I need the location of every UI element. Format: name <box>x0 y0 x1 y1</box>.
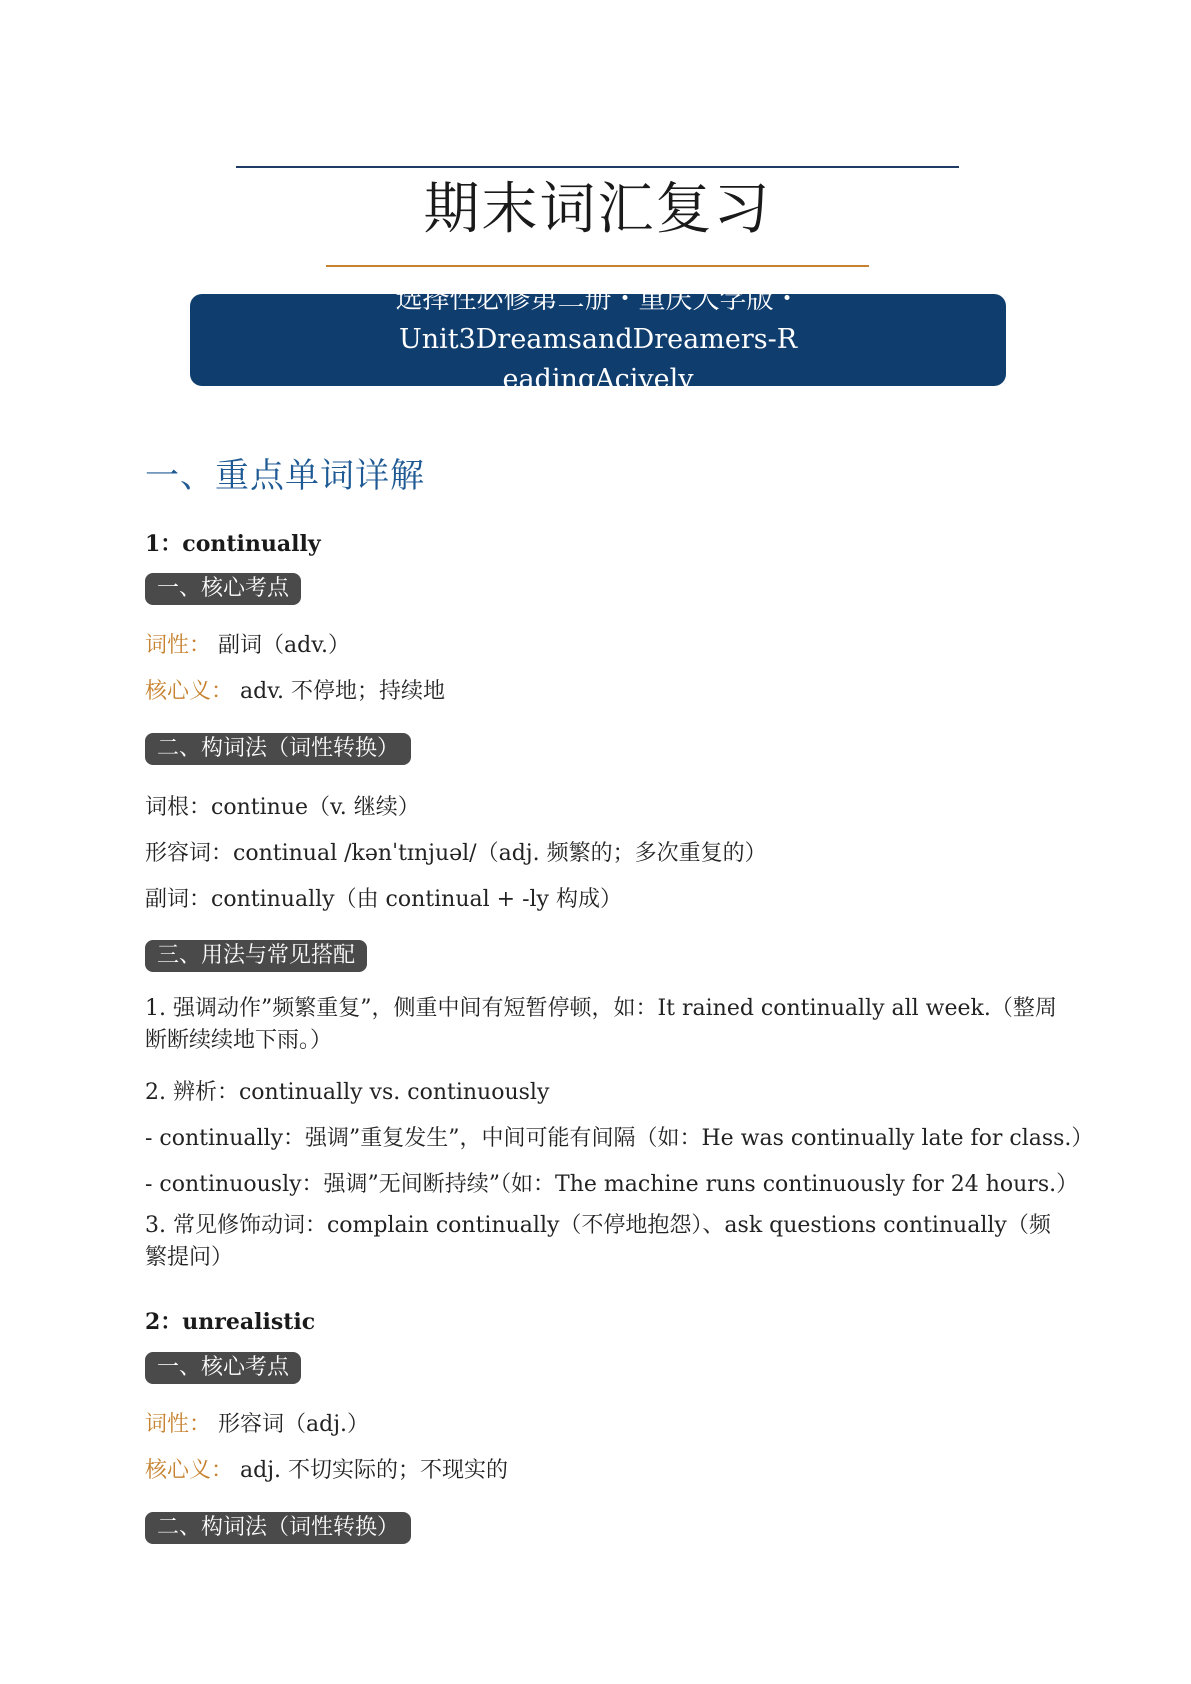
tag-core-points: 一、核心考点 <box>145 573 301 605</box>
banner-line-1: 选择性必修第二册・重庆大学版・Unit3DreamsandDreamers-R <box>395 284 801 355</box>
meaning-row <box>145 1453 508 1484</box>
tag-usage: 三、用法与常见搭配 <box>145 940 367 972</box>
tag-word-formation: 二、构词法（词性转换） <box>145 1512 411 1544</box>
usage-line: 1. 强调动作”频繁重复”，侧重中间有短暂停顿，如：It rained continually all week.（整周断断续续地下雨。） <box>145 996 1057 1053</box>
title-top-rule <box>236 166 959 168</box>
pos-row <box>145 1407 369 1438</box>
pos-value: 形容词（adj.） <box>218 1412 370 1437</box>
title-bottom-rule <box>326 265 869 267</box>
meaning-label: 核心义： <box>145 679 234 704</box>
usage-line: 3. 常见修饰动词：complain continually（不停地抱怨）、ask questions continually（频繁提问） <box>145 1213 1051 1270</box>
unit-banner <box>190 284 1006 395</box>
pos-label: 词性： <box>145 633 212 658</box>
meaning-label: 核心义： <box>145 1458 234 1483</box>
morph-line: 形容词：continual /kənˈtɪnjuəl/（adj. 频繁的；多次重复的） <box>145 841 767 866</box>
pos-value: 副词（adv.） <box>218 633 351 658</box>
tag-word-formation: 二、构词法（词性转换） <box>145 733 411 765</box>
pos-row <box>145 628 350 659</box>
meaning-value: adv. 不停地；持续地 <box>240 679 446 704</box>
morph-line: 词根：continue（v. 继续） <box>145 795 420 820</box>
tag-core-points: 一、核心考点 <box>145 1352 301 1384</box>
banner-line-2: eadingAcively <box>502 364 694 395</box>
word-heading: 1：continually <box>145 531 321 557</box>
meaning-value: adj. 不切实际的；不现实的 <box>240 1458 509 1483</box>
word-heading: 2：unrealistic <box>145 1309 316 1335</box>
usage-line: - continuously：强调”无间断持续”（如：The machine runs continuously for 24 hours.） <box>145 1172 1079 1197</box>
section-heading: 一、重点单词详解 <box>145 456 425 496</box>
usage-line: - continually：强调”重复发生”，中间可能有间隔（如：He was continually late for class.） <box>145 1126 1094 1151</box>
pos-label: 词性： <box>145 1412 212 1437</box>
usage-line: 2. 辨析：continually vs. continuously <box>145 1080 550 1105</box>
meaning-row <box>145 674 445 705</box>
morph-line: 副词：continually（由 continual + -ly 构成） <box>145 887 622 912</box>
page-title: 期末词汇复习 <box>423 177 772 242</box>
